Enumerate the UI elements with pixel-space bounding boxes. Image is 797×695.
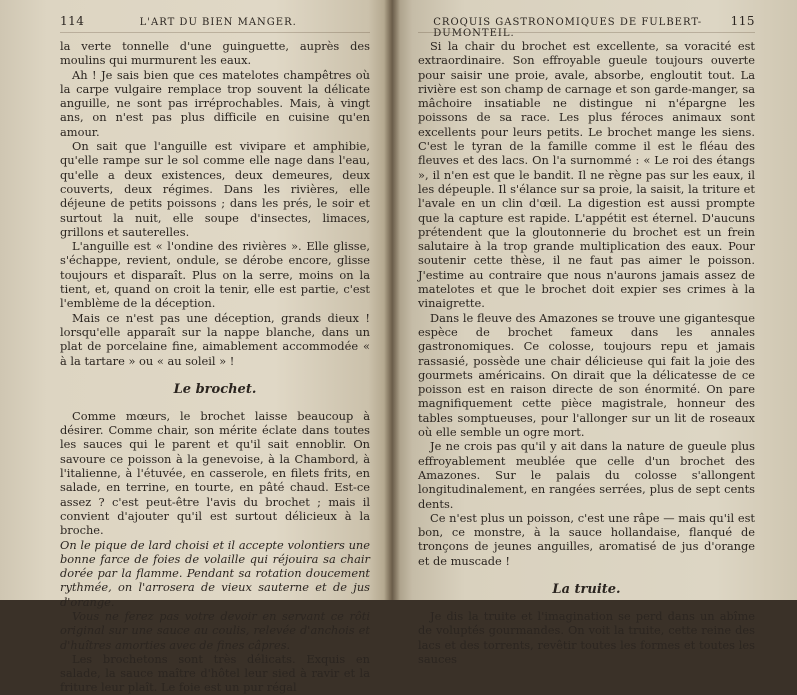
right-paragraph: Ce n'est plus un poisson, c'est une râpe — mais qu'il est bon, ce monstre, à la sauce hollandaise, flanqué de tronçons de jeunes anguilles, aromatisé de jus d'orange et de muscade !	[418, 510, 755, 568]
section-title-brochet: Le brochet.	[173, 381, 257, 397]
book-gutter	[384, 0, 400, 600]
right-paragraph: Je ne crois pas qu'il y ait dans la nature de gueule plus effroyablement meublée que celle d'un brochet des Amazones. Sur le palais du colosse s'allongent longitudinalement, en rangées serrées, plus de sept cents dents.	[418, 439, 755, 511]
left-section-paragraph: Comme mœurs, le brochet laisse beaucoup à désirer. Comme chair, son mérite éclate dans toutes les sauces qui le parent et qu'il sait ennoblir. On savoure ce poisson à la genevoise, à la Chambord, à l'italienne, à l'étuvée, en casserole, en filets frits, en salade, en terrine, en tourte, en pâté chaud. Est-ce assez ? c'est peut-être l'avis du brochet ; mais il convient d'ajouter qu'il est surtout délicieux à la broche.	[60, 408, 370, 538]
left-page	[0, 0, 392, 695]
section-title-truite: La truite.	[552, 581, 621, 597]
right-section-paragraph: Je dis la truite et l'imagination se perd dans un abîme de voluptés gourmandes. On voit la truite, cette reine des lacs et des torrents, revêtir toutes les formes et toutes les sauces	[418, 608, 755, 666]
left-paragraph: L'anguille est « l'ondine des rivières ». Elle glisse, s'échappe, revient, ondule, se dérobe encore, glisse toujours et disparaît. Plus on la serre, moins on la tient, et, quand on croit la tenir, elle est partie, c'est l'emblème de la déception.	[60, 239, 370, 311]
right-page	[392, 0, 797, 666]
right-paragraph: Dans le fleuve des Amazones se trouve une gigantesque espèce de brochet fameux dans les annales gastronomiques. Ce colosse, toujours repu et jamais rassasié, possède une chair délicieuse qui fait la joie des gourmets américains. On dirait que la délicatesse de ce poisson est en raison directe de son énormité. On pare magnifiquement cette pièce magistrale, honneur des tables somptueuses, pour l'allonger sur un lit de roseaux où elle semble un ogre mort.	[418, 310, 755, 440]
right-paragraph: Si la chair du brochet est excellente, sa voracité est extraordinaire. Son effroyable gueule toujours ouverte pour saisir une proie, avale, absorbe, engloutit tout. La rivière est son champ de carnage et son garde-manger, sa mâchoire insatiable ne distingue ni n'épargne les poissons de sa race. Les plus féroces animaux sont excellents pour leurs petits. Le brochet mange les siens. C'est le tyran de la famille comme il est le fléau des fleuves et des lacs. On l'a surnommé : « Le roi des étangs », il n'en est que le bandit. Il ne règne pas sur les eaux, il les dépeuple. Il s'élance sur sa proie, la saisit, la triture et l'avale en un clin d'œil. La digestion est aussi prompte que la capture est rapide. L'appétit est éternel. D'aucuns prétendent que la gloutonnerie du brochet est un frein salutaire à la trop grande multiplication des eaux. Pour soutenir cette thèse, il ne faut pas aimer le poisson. J'estime au contraire que nous n'aurons jamais assez de matelotes et que le brochet doit expier ses crimes à la vinaigrette.	[418, 39, 755, 311]
left-paragraph: Ah ! Je sais bien que ces matelotes champêtres où la carpe vulgaire remplace trop souvent la délicate anguille, ne sont pas irréprochables. Mais, à vingt ans, on n'est pas plus difficile en cuisine qu'en amour.	[60, 67, 370, 139]
left-running-title: L'ART DU BIEN MANGER.	[139, 17, 297, 28]
left-paragraph: On sait que l'anguille est vivipare et amphibie, qu'elle rampe sur le sol comme elle nage dans l'eau, qu'elle a deux existences, deux demeures, deux couverts, deux régimes. Dans les rivières, elle déjeune de petits poissons ; dans les prés, le soir et surtout la nuit, elle soupe d'insectes, limaces, grillons et sauterelles.	[60, 139, 370, 239]
right-running-title: CROQUIS GASTRONOMIQUES DE FULBERT-DUMONTEIL.	[433, 17, 703, 39]
left-closing-paragraph: Les brochetons sont très délicats. Exquis en salade, la sauce maître d'hôtel leur sied à ravir et la friture leur plaît. Le foie est un pur régal	[60, 651, 370, 695]
left-italic-paragraph-2: Vous ne ferez pas votre devoir en servant ce rôti original sur une sauce au coulis, relevée d'anchois et d'huîtres amorties avec de fines câpres.	[60, 608, 370, 652]
left-page-number: 114	[60, 14, 85, 28]
right-running-head	[418, 14, 755, 39]
right-page-number: 115	[730, 14, 755, 28]
left-paragraph: Mais ce n'est pas une déception, grands dieux ! lorsqu'elle apparaît sur la nappe blanche, dans un plat de porcelaine fine, aimablement accommodée « à la tartare » ou « au soleil » !	[60, 310, 370, 368]
left-running-head	[60, 14, 370, 33]
left-paragraph: la verte tonnelle d'une guinguette, auprès des moulins qui murmurent les eaux.	[60, 39, 370, 68]
left-italic-paragraph: On le pique de lard choisi et il accepte volontiers une bonne farce de foies de volaille qui réjouira sa chair dorée par la flamme. Pendant sa rotation doucement rythmée, on l'arrosera de vieux sauterne et de jus d'orange.	[60, 537, 370, 609]
